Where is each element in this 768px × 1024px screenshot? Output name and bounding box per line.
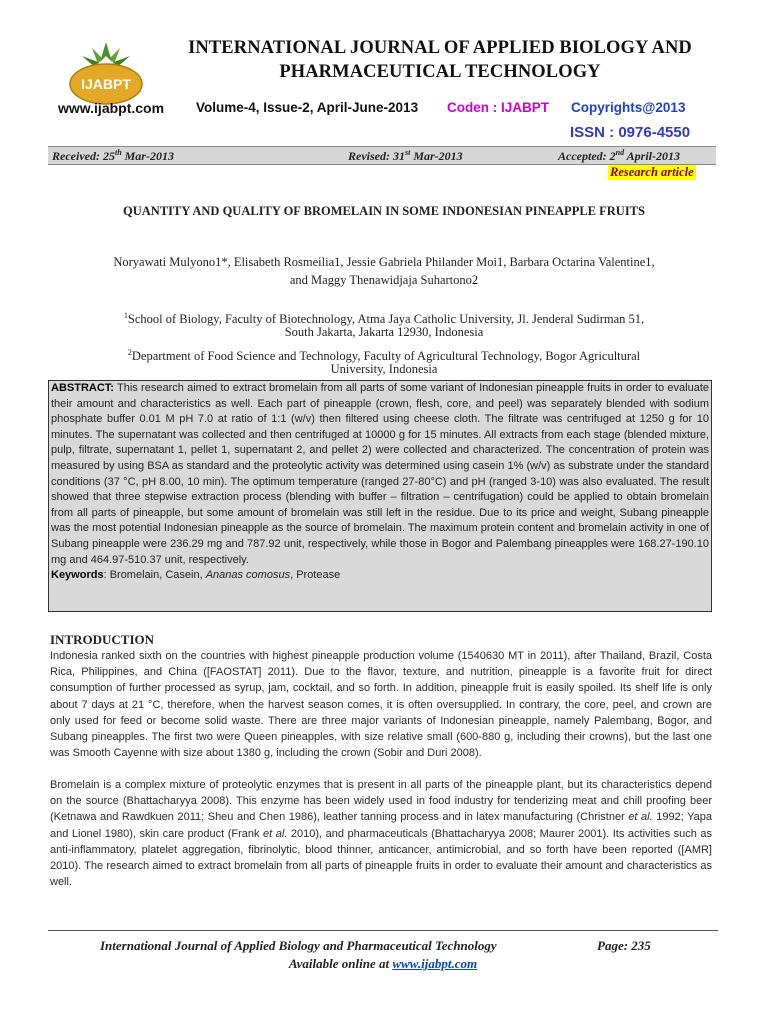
footer-divider	[48, 930, 718, 931]
abstract-label: ABSTRACT:	[51, 382, 114, 394]
introduction-paragraph-1: Indonesia ranked sixth on the countries with highest pineapple production volume (1540630 MT in 2011), after Thailand, Brazil, Costa Rica, Philippines, and China ([FAOSTAT] 2011). Due to the flavor, texture, and nutrition, pineapple is a favorite fruit for direct consumption of further processed as syrup, jam, cocktail, and so forth. In addition, pineapple fruit is easily spoiled. Its shelf life is only about 7 days at 21 °C, therefore, when the harvest season comes, it is often oversupplied. In contrary, the core, peel, and crown are only used for feed or become solid waste. There are three major variants of Indonesian pineapple, namely Palembang, Bogor, and Subang pineapples. The first two were Queen pineapples, with size relative small (600-880 g, including their crowns), but the last one was Smooth Cayenne with size about 1380 g, including the crown (Sobir and Duri 2008).	[50, 650, 712, 760]
introduction-paragraph-2: Bromelain is a complex mixture of proteolytic enzymes that is present in all parts of the pineapple plant, but its characteristics depend on the source (Bhattacharyya 2008). This enzyme has been widely used in food industry for tenderizing meat and chill proofing beer (Ketnawa and Rawdkuen 2011; Sheu and Chen 1986), leather tanning process and in latex manufacturing (Christner et al. 1992; Yapa and Lionel 1980), skin care product (Frank et al. 2010), and pharmaceuticals (Bhattacharyya 2008; Maurer 2001). Its activities such as anti-inflammatory, platelet aggregation, fibrinolytic, blood thinner, anticancer, antimicrobial, and so forth have been reported ([AMR] 2010). The research aimed to extract bromelain from all parts of pineapple fruits in order to evaluate their amount and characteristics as well.	[50, 779, 712, 889]
introduction-heading: INTRODUCTION	[50, 632, 155, 647]
journal-title-line1: INTERNATIONAL JOURNAL OF APPLIED BIOLOGY AND	[188, 38, 692, 58]
footer-website-link[interactable]: www.ijabpt.com	[392, 956, 478, 971]
footer-page-number: Page: 235	[597, 938, 651, 953]
journal-coden: Coden : IJABPT	[447, 100, 550, 115]
journal-website[interactable]: www.ijabpt.com	[58, 100, 165, 116]
affiliation-1-line1: $^1$School of Biology, Faculty of Biotechnology, Atma Jaya Catholic University, Jl. Jenderal Sudirman 51,	[123, 311, 645, 327]
revised-date: Revised: 31st Mar-2013	[348, 148, 463, 163]
footer-journal-name: International Journal of Applied Biology and Pharmaceutical Technology	[100, 938, 497, 953]
affiliation-2-line2: University, Indonesia	[330, 362, 438, 376]
accepted-date: Accepted: 2nd April-2013	[558, 148, 680, 163]
journal-meta-row	[58, 100, 718, 120]
footer-availability: Available online at www.ijabpt.com	[288, 956, 478, 971]
received-date: Received: 25th Mar-2013	[52, 148, 174, 163]
authors-line1: Noryawati Mulyono1*, Elisabeth Rosmeilia1, Jessie Gabriela Philander Moi1, Barbara Octarina Valentine1,	[113, 255, 655, 269]
journal-volume: Volume-4, Issue-2, April-June-2013	[196, 100, 419, 115]
footer-journal-line	[100, 938, 670, 954]
affiliation-2-line1: $^2$Department of Food Science and Technology, Faculty of Agricultural Technology, Bogor Agricultural	[127, 348, 641, 364]
authors-line2: and Maggy Thenawidjaja Suhartono2	[289, 273, 479, 287]
article-type-badge: Research article	[610, 165, 694, 179]
date-bar	[48, 146, 716, 165]
pineapple-logo-icon	[62, 40, 150, 106]
keywords: Keywords: Bromelain, Casein, Ananas comosus, Protease	[51, 569, 341, 582]
journal-copyright: Copyrights@2013	[571, 100, 686, 115]
logo-text: IJABPT	[81, 76, 131, 92]
abstract-box	[48, 380, 712, 612]
journal-issn: ISSN : 0976-4550	[570, 124, 691, 141]
paper-title: QUANTITY AND QUALITY OF BROMELAIN IN SOME INDONESIAN PINEAPPLE FRUITS	[123, 204, 645, 218]
affiliation-1-line2: South Jakarta, Jakarta 12930, Indonesia	[284, 325, 484, 339]
journal-title-line2: PHARMACEUTICAL TECHNOLOGY	[279, 62, 601, 82]
abstract-text: This research aimed to extract bromelain from all parts of some variant of Indonesian pineapple fruits in order to evaluate their amount and characteristics as well. Each part of pineapple (crown, flesh, core, and peel) was separately blended with sodium phosphate buffer 0.01 M pH 7.0 at ratio of 1:1 (w/v) then filtered using cheese cloth. The filtrate was centrifuged at 1250 g for 10 minutes. The supernatant was collected and then centrifuged at 10000 g for 15 minutes. All extracts from each stage (blended mixture, pulp, filtrate, supernatant 1, pellet 1, supernatant 2, and pellet 2) were collected and characterized. The concentration of protein was measured by using BSA as standard and the proteolytic activity was determined using casein 1% (w/v) as substrate under the standard conditions (37 °C, pH 8.00, 10 min). The optimum temperature (ranged 27-80°C) and pH (ranged 3-10) was also evaluated. The result showed that three stepwise extraction process (blending with buffer – filtration – centrifugation) could be applied to obtain bromelain from all parts of pineapple, but some amount of bromelain was still left in the residue. Due to its price and weight, Subang pineapple was the most potential Indonesian pineapple as the source of bromelain. The maximum protein content and bromelain activity in one of Subang pineapple were 236.29 mg and 787.92 unit, respectively, while those in Bogor and Palembang pineapples were 168.27-190.10 mg and 464.97-510.37 unit, respectively.	[51, 382, 709, 566]
journal-logo	[62, 40, 150, 106]
